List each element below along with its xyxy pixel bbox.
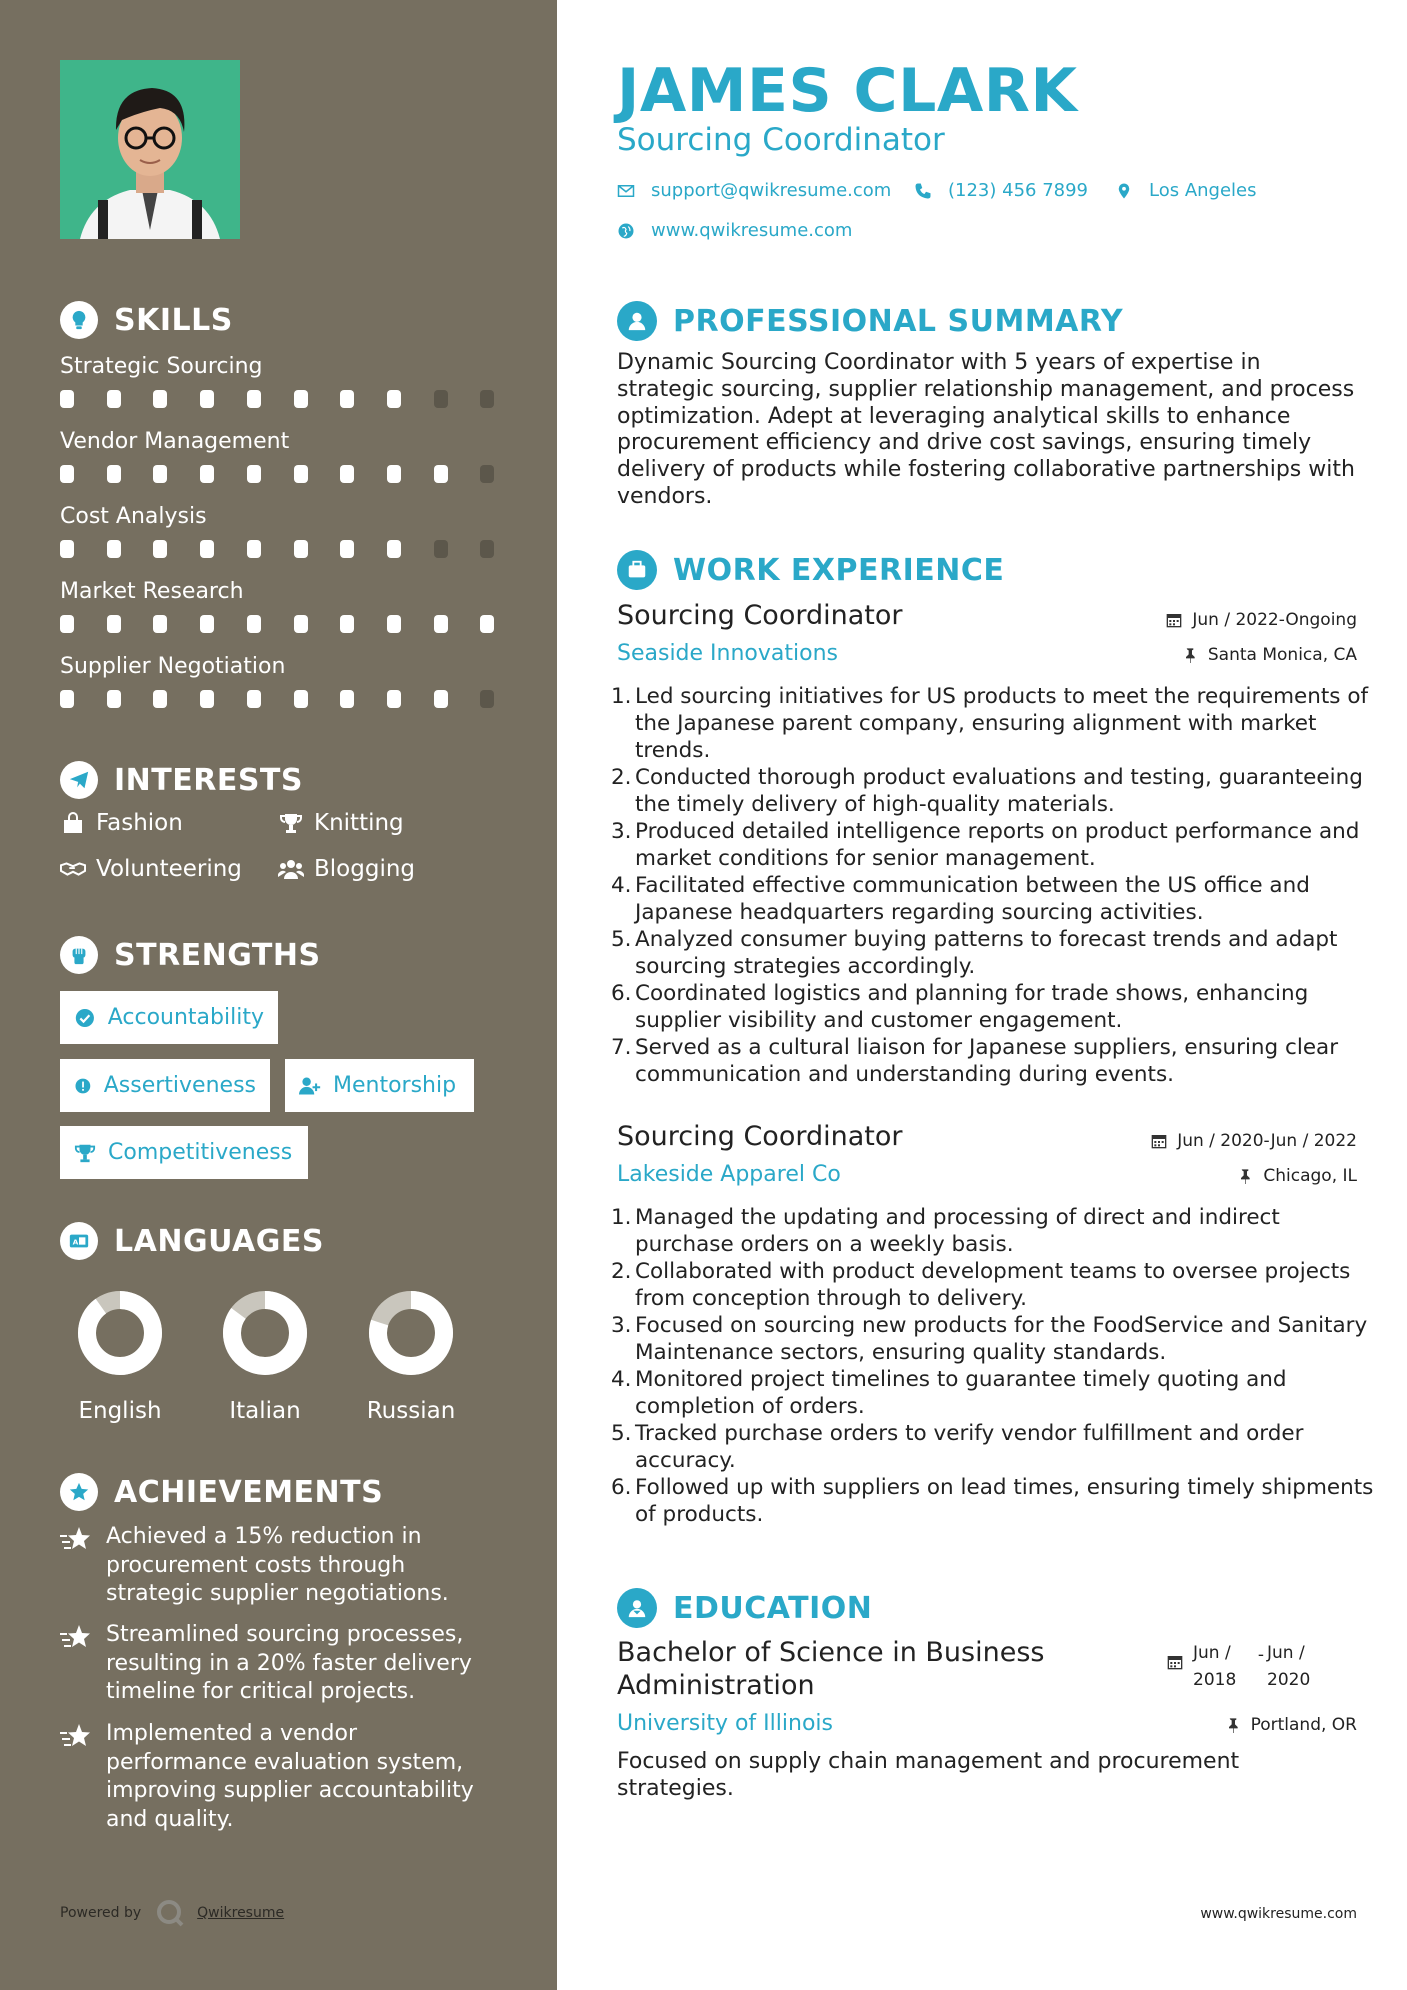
skill-dot xyxy=(387,540,401,558)
skill-item xyxy=(60,652,500,708)
skill-item xyxy=(60,352,500,408)
skill-dot xyxy=(480,390,494,408)
summary-heading: PROFESSIONAL SUMMARY xyxy=(617,301,1123,341)
calendar-icon xyxy=(1167,1654,1183,1670)
sidebar xyxy=(0,0,557,1990)
skill-dot xyxy=(153,615,167,633)
strength-badge: Assertiveness xyxy=(60,1059,270,1112)
globe-icon xyxy=(617,222,635,240)
education-location: Portland, OR xyxy=(1225,1715,1357,1735)
fist-icon xyxy=(60,936,98,974)
skill-dot xyxy=(434,465,448,483)
lightbulb-icon xyxy=(60,301,98,339)
job-role: Sourcing Coordinator xyxy=(617,1121,903,1152)
svg-text:A: A xyxy=(72,1237,79,1247)
contact-phone[interactable]: (123) 456 7899 xyxy=(914,180,1088,201)
job-dates: Jun / 2022-Ongoing xyxy=(1166,610,1357,630)
language-item xyxy=(205,1290,325,1424)
achievement-item: Achieved a 15% reduction in procurement costs through strategic supplier negotiations. xyxy=(60,1523,500,1609)
candidate-name: JAMES CLARK xyxy=(617,56,1078,126)
trophy-icon xyxy=(74,1142,96,1164)
language-label: Italian xyxy=(229,1398,301,1424)
skill-dot xyxy=(107,615,121,633)
skill-dot xyxy=(200,690,214,708)
handshake-icon xyxy=(60,857,86,881)
interest-item: Fashion xyxy=(60,810,183,836)
skill-name: Strategic Sourcing xyxy=(60,354,263,379)
education-heading: EDUCATION xyxy=(617,1588,872,1628)
qwikresume-link[interactable]: Qwikresume xyxy=(197,1905,285,1921)
job-location: Santa Monica, CA xyxy=(1182,645,1357,665)
footer-website[interactable]: www.qwikresume.com xyxy=(1200,1906,1357,1922)
language-ring xyxy=(368,1290,454,1376)
skill-dot xyxy=(480,615,494,633)
star-icon xyxy=(60,1722,92,1750)
skill-dot xyxy=(387,390,401,408)
job-bullet: 5. Analyzed consumer buying patterns to forecast trends and adapt sourcing strategies accordingly. xyxy=(611,927,1338,979)
users-icon xyxy=(278,857,304,881)
interest-item: Knitting xyxy=(278,810,404,836)
interests-heading: INTERESTS xyxy=(60,761,303,799)
star-badge-icon xyxy=(60,1473,98,1511)
contact-location: Los Angeles xyxy=(1115,180,1257,201)
trophy-icon xyxy=(278,811,304,835)
skill-dot xyxy=(387,615,401,633)
strength-badge: Accountability xyxy=(60,991,278,1044)
strengths-heading: STRENGTHS xyxy=(60,936,321,974)
qwikresume-logo-icon xyxy=(155,1898,185,1928)
skill-dot xyxy=(200,390,214,408)
shopping-bag-icon xyxy=(60,811,86,835)
skill-dot xyxy=(247,540,261,558)
briefcase-icon xyxy=(617,550,657,590)
job-bullet: 5. Tracked purchase orders to verify vendor fulfillment and order accuracy. xyxy=(611,1421,1304,1473)
skill-rating xyxy=(60,540,500,558)
language-item xyxy=(351,1290,471,1424)
skill-dot xyxy=(153,540,167,558)
language-icon xyxy=(60,1222,98,1260)
skill-dot xyxy=(107,690,121,708)
interest-item: Volunteering xyxy=(60,856,242,882)
job-bullet: 2. Conducted thorough product evaluations and testing, guaranteeing the timely delivery of high-quality materials. xyxy=(611,765,1363,817)
skill-dot xyxy=(60,390,74,408)
skill-dot xyxy=(247,690,261,708)
job-bullet: 1. Led sourcing initiatives for US products to meet the requirements of the Japanese parent company, ensuring alignment with market trends. xyxy=(611,684,1369,763)
summary-text: Dynamic Sourcing Coordinator with 5 years of expertise in strategic sourcing, supplier relationship management, and process optimization. Adept at leveraging analytical skills to enhance procurement efficiency and drive cost savings, ensuring timely delivery of products while fostering collaborative partnerships with vendors. xyxy=(617,350,1355,509)
exclamation-circle-icon xyxy=(74,1075,92,1097)
education-school: University of Illinois xyxy=(617,1711,833,1736)
achievement-item: Streamlined sourcing processes, resulting in a 20% faster delivery timeline for critical projects. xyxy=(60,1621,500,1707)
contact-email[interactable]: support@qwikresume.com xyxy=(617,180,891,201)
skill-dot xyxy=(340,690,354,708)
skill-dot xyxy=(153,390,167,408)
job-company: Lakeside Apparel Co xyxy=(617,1162,841,1187)
job-bullet: 2. Collaborated with product development teams to oversee projects from conception through to delivery. xyxy=(611,1259,1351,1311)
education-degree: Bachelor of Science in Business Administration xyxy=(617,1637,1045,1701)
envelope-icon xyxy=(617,182,635,200)
job-bullet: 1. Managed the updating and processing of direct and indirect purchase orders on a weekly basis. xyxy=(611,1205,1280,1257)
strength-badge: Competitiveness xyxy=(60,1126,308,1179)
skill-dot xyxy=(387,690,401,708)
job-bullets xyxy=(611,1204,1377,1528)
skill-dot xyxy=(200,615,214,633)
star-icon xyxy=(60,1525,92,1553)
job-bullet: 3. Produced detailed intelligence reports on product performance and market conditions for senior management. xyxy=(611,819,1360,871)
interest-item: Blogging xyxy=(278,856,415,882)
skill-dot xyxy=(387,465,401,483)
skill-dot xyxy=(480,540,494,558)
skill-dot xyxy=(340,615,354,633)
skill-name: Supplier Negotiation xyxy=(60,654,286,679)
language-item xyxy=(60,1290,180,1424)
skill-dot xyxy=(434,390,448,408)
skill-dot xyxy=(294,540,308,558)
skill-dot xyxy=(200,465,214,483)
skill-dot xyxy=(247,390,261,408)
skill-name: Market Research xyxy=(60,579,244,604)
profile-photo xyxy=(60,60,240,239)
skill-name: Vendor Management xyxy=(60,429,290,454)
education-dates: Jun / 2018 - Jun / 2020 xyxy=(1167,1640,1329,1694)
job-role: Sourcing Coordinator xyxy=(617,600,903,631)
education-description: Focused on supply chain management and procurement strategies. xyxy=(617,1749,1240,1801)
calendar-icon xyxy=(1166,612,1182,628)
contact-website[interactable]: www.qwikresume.com xyxy=(617,220,852,241)
job-bullet: 3. Focused on sourcing new products for the FoodService and Sanitary Maintenance sectors, ensuring quality standards. xyxy=(611,1313,1368,1365)
skill-dot xyxy=(200,540,214,558)
user-circle-icon xyxy=(617,301,657,341)
powered-by: Powered by Qwikresume xyxy=(60,1898,284,1928)
language-ring xyxy=(77,1290,163,1376)
skill-dot xyxy=(294,390,308,408)
job-dates: Jun / 2020-Jun / 2022 xyxy=(1151,1131,1357,1151)
skill-dot xyxy=(107,540,121,558)
skill-dot xyxy=(480,690,494,708)
language-label: Russian xyxy=(366,1398,456,1424)
language-label: English xyxy=(78,1398,162,1424)
phone-icon xyxy=(914,182,932,200)
job-location: Chicago, IL xyxy=(1237,1166,1357,1186)
strength-badge: Mentorship xyxy=(285,1059,474,1112)
map-pin-icon xyxy=(1115,182,1133,200)
skill-dot xyxy=(107,390,121,408)
main-content xyxy=(557,0,1407,1990)
skill-dot xyxy=(434,690,448,708)
skill-name: Cost Analysis xyxy=(60,504,207,529)
skill-dot xyxy=(60,465,74,483)
skill-rating xyxy=(60,390,500,408)
skill-item xyxy=(60,577,500,633)
skill-dot xyxy=(247,615,261,633)
experience-heading: WORK EXPERIENCE xyxy=(617,550,1004,590)
skill-dot xyxy=(434,540,448,558)
paper-plane-icon xyxy=(60,761,98,799)
skill-dot xyxy=(60,690,74,708)
candidate-title: Sourcing Coordinator xyxy=(617,122,945,158)
job-bullet: 6. Coordinated logistics and planning for trade shows, enhancing supplier visibility and customer engagement. xyxy=(611,981,1309,1033)
skill-dot xyxy=(340,465,354,483)
skill-dot xyxy=(247,465,261,483)
job-bullet: 6. Followed up with suppliers on lead times, ensuring timely shipments of products. xyxy=(611,1475,1374,1527)
skill-dot xyxy=(340,540,354,558)
achievements-heading: ACHIEVEMENTS xyxy=(60,1473,383,1511)
skill-dot xyxy=(480,465,494,483)
star-icon xyxy=(60,1623,92,1651)
skill-dot xyxy=(294,690,308,708)
avatar xyxy=(60,60,240,239)
skill-dot xyxy=(60,540,74,558)
pushpin-icon xyxy=(1225,1717,1241,1733)
languages-heading: A LANGUAGES xyxy=(60,1222,324,1260)
achievement-item: Implemented a vendor performance evaluation system, improving supplier accountability and quality. xyxy=(60,1720,500,1834)
skill-rating xyxy=(60,690,500,708)
skill-dot xyxy=(153,690,167,708)
job-company: Seaside Innovations xyxy=(617,641,838,666)
pushpin-icon xyxy=(1182,647,1198,663)
skill-dot xyxy=(294,465,308,483)
skill-dot xyxy=(153,465,167,483)
skill-rating xyxy=(60,465,500,483)
job-bullets xyxy=(611,683,1377,1088)
skill-dot xyxy=(107,465,121,483)
skill-dot xyxy=(340,390,354,408)
skill-dot xyxy=(434,615,448,633)
check-circle-icon xyxy=(74,1007,96,1029)
graduation-icon xyxy=(617,1588,657,1628)
skill-dot xyxy=(294,615,308,633)
language-ring xyxy=(222,1290,308,1376)
pushpin-icon xyxy=(1237,1168,1253,1184)
skill-item xyxy=(60,427,500,483)
skill-item xyxy=(60,502,500,558)
user-plus-icon xyxy=(299,1075,321,1097)
calendar-icon xyxy=(1151,1133,1167,1149)
job-bullet: 4. Facilitated effective communication between the US office and Japanese headquarters regarding sourcing activities. xyxy=(611,873,1310,925)
skill-dot xyxy=(60,615,74,633)
job-bullet: 7. Served as a cultural liaison for Japanese suppliers, ensuring clear communication and understanding during events. xyxy=(611,1035,1339,1087)
job-bullet: 4. Monitored project timelines to guarantee timely quoting and completion of orders. xyxy=(611,1367,1287,1419)
skill-rating xyxy=(60,615,500,633)
skills-heading: SKILLS xyxy=(60,301,233,339)
